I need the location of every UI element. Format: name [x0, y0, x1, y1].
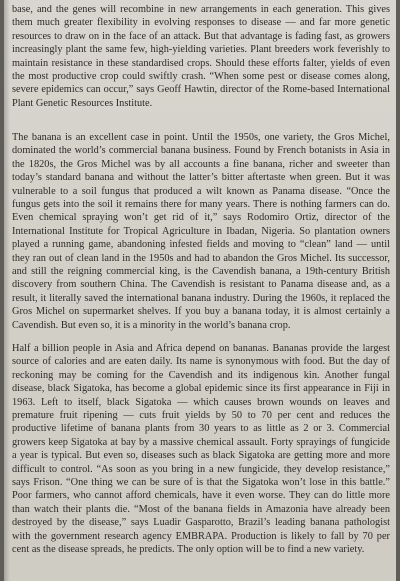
page-edge-shadow — [4, 0, 10, 581]
paragraph-black-sigatoka: Half a billion people in Asia and Africa depend on bananas. Bananas provide the largest source of calories and are eaten daily. Its name is synonymous with food. But the day of reckoning may be coming for the Cavendish and its indigenous kin. Another fungal disease, black Sigatoka, has become a global epidemic since its first appearance in Fiji in 1963. Left to itself, black Sigatoka — which causes brown wounds on leaves and premature fruit ripening — cuts fruit yields by 50 to 70 per cent and reduces the productive lifetime of banana plants from 30 years to as little as 2 or 3. Commercial growers keep Sigatoka at bay by a massive chemical assault. Forty sprayings of fungicide a year is typical. But even so, diseases such as black Sigatoka are getting more and more difficult to control. “As soon as you bring in a new fungicide, they develop resistance,” says Frison. “One thing we can be sure of is that the Sigatoka won’t lose in this battle.” Poor farmers, who cannot afford chemicals, have it even worse. They can do little more than watch their plants die. “Most of the banana fields in Amazonia have already been destroyed by the disease,” says Luadir Gasparotto, Brazil’s leading banana pathologist with the government research agency EMBRAPA. Production is likely to fall by 70 per cent as the disease spreads, he predicts. The only option will be to find a new variety. — [12, 343, 390, 556]
document-page — [4, 0, 396, 581]
paragraph-gros-michel-history: The banana is an excellent case in point. Until the 1950s, one variety, the Gros Michel, dominated the world’s commercial banana business. Found by French botanists in Asia in the 1820s, the Gros Michel was by all accounts a fine banana, richer and sweeter than today’s standard banana and without the latter’s bitter aftertaste when green. But it was vulnerable to a soil fungus that produced a wilt known as Panama disease. “Once the fungus gets into the soil it remains there for many years. There is nothing farmers can do. Even chemical spraying won’t get rid of it,” says Rodomiro Ortiz, director of the International Institute for Tropical Agriculture in Ibadan, Nigeria. So plantation owners played a running game, abandoning infested fields and moving to “clean” land — until they ran out of clean land in the 1950s and had to abandon the Gros Michel. Its successor, and still the reigning commercial king, is the Cavendish banana, a 19th-century British discovery from southern China. The Cavendish is resistant to Panama disease and, as a result, it literally saved the international banana industry. During the 1960s, it replaced the Gros Michel on supermarket shelves. If you buy a banana today, it is almost certainly a Cavendish. But even so, it is a minority in the world’s banana crop. — [12, 132, 390, 331]
paragraph-genetic-diversity: base, and the genes will recombine in new arrangements in each generation. This gives them much greater flexibility in evolving responses to disease — and far more genetic resources to draw on in the face of an attack. But that advantage is fading fast, as growers increasingly plant the same few, high-yielding varieties. Plant breeders work feverishly to maintain resistance in these standardised crops. Should these efforts falter, yields of even the most productive crop could swiftly crash. “When some pest or disease comes along, severe epidemics can occur,” says Geoff Hawtin, director of the Rome-based International Plant Genetic Resources Institute. — [12, 4, 390, 109]
